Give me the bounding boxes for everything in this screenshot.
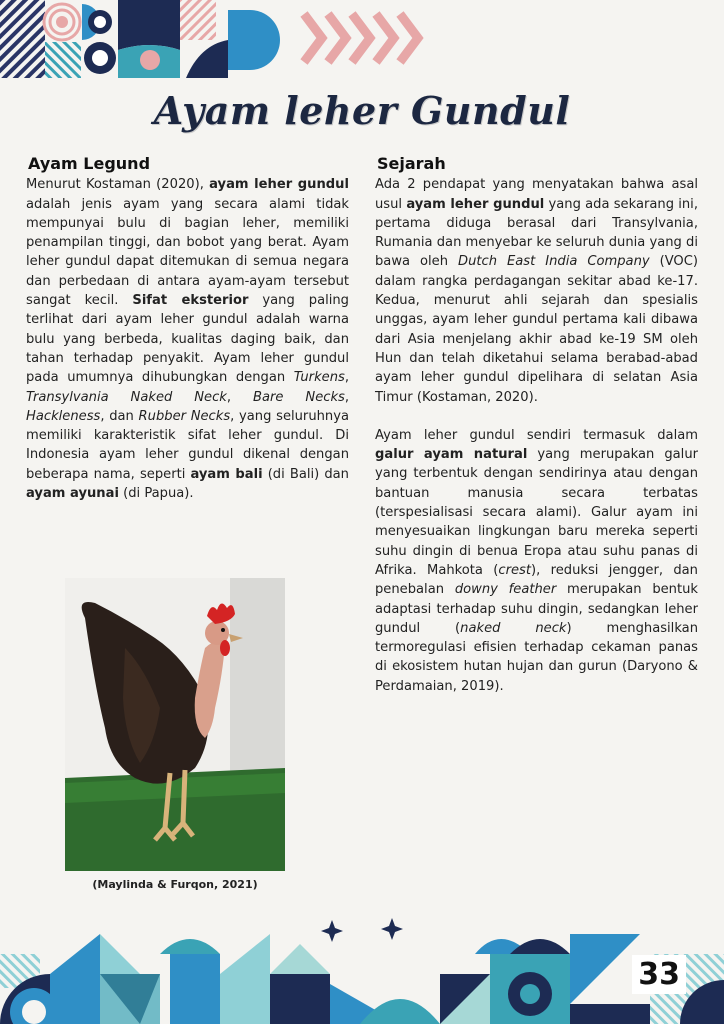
paragraph-ayam-legund (26, 175, 349, 503)
text-run: , dan (100, 408, 139, 424)
bold-term: ayam bali (190, 466, 263, 482)
left-column (26, 154, 349, 503)
right-column (375, 154, 698, 696)
stripe-block (0, 0, 45, 78)
bold-term: ayam ayunai (26, 486, 119, 502)
italic-term: Bare Necks (253, 389, 345, 405)
text-run: yang paling terlihat dari ayam leher gundul adalah warna bulu yang berbeda, kualitas daging baik, dan tahan terhadap penyakit. Ayam leher gundul pada umumnya dihubungkan dengan (26, 293, 349, 386)
text-run: , (344, 370, 349, 386)
text-run: (di Bali) dan (262, 466, 349, 482)
text-run: , (344, 389, 350, 405)
text-run: adalah jenis ayam yang secara alami tidak mempunyai bulu di bagian leher, memiliki penampilan tinggi, dan bobot yang berat. Ayam leher gundul dapat ditemukan di semua negara dan perbedaan di antara ayam-ayam tersebut sangat kecil. (26, 196, 349, 309)
italic-term: Dutch East India Company (458, 254, 650, 270)
concentric-circle (44, 4, 80, 40)
paragraph-sejarah-2 (375, 426, 698, 696)
italic-term: Transylvania Naked Neck (26, 389, 227, 405)
bottom-decoration (0, 914, 724, 1024)
sparkle-icon (321, 920, 343, 942)
chicken-photo (65, 578, 285, 871)
italic-term: Hackleness (26, 408, 101, 424)
section-heading-sejarah: Sejarah (377, 154, 446, 173)
text-run: ), reduksi jengger, dan penebalan (375, 562, 698, 598)
bold-term: Sifat eksterior (132, 293, 249, 309)
text-run: yang ada sekarang ini, pertama diduga berasal dari Transylvania, Rumania dan menyebar ke seluruh dunia yang di bawa oleh (375, 196, 698, 270)
text-run: Menurut Kostaman (2020), (26, 177, 210, 193)
paragraph-sejarah-1 (375, 175, 698, 407)
bold-term: ayam leher gundul (209, 177, 349, 193)
text-run: merupakan bentuk adaptasi terhadap suhu dingin, sedangkan leher gundul ( (375, 582, 699, 636)
bold-term: galur ayam natural (375, 447, 528, 463)
italic-term: naked neck (460, 620, 567, 636)
page-number: 33 (632, 955, 686, 994)
sparkle-icon (381, 918, 403, 940)
italic-term: crest (498, 562, 531, 578)
top-decoration (0, 0, 724, 90)
page-title: Ayam leher Gundul (153, 88, 571, 133)
section-heading-ayam-legund: Ayam Legund (28, 154, 151, 173)
chevron-arrows (304, 14, 418, 62)
text-run: Ada 2 pendapat yang menyatakan bahwa asal usul (375, 177, 698, 212)
text-run: ) menghasilkan termoregulasi efisien terhadap cekaman panas di ekosistem hutan hujan dan gurun (Daryono & Perdamaian, 2019). (375, 620, 698, 694)
italic-term: Rubber Necks (138, 408, 231, 424)
text-run: (di Papua). (118, 486, 194, 502)
italic-term: downy feather (454, 582, 557, 598)
text-run: , yang seluruhnya memiliki karakteristik sifat leher gundul. Di Indonesia ayam leher gundul dikenal dengan beberapa nama, seperti (26, 408, 349, 482)
text-run: Ayam leher gundul sendiri termasuk dalam (375, 427, 698, 443)
text-run: , (226, 389, 254, 405)
italic-term: Turkens (293, 370, 345, 386)
text-run: yang merupakan galur yang terbentuk dengan sendirinya atau dengan bantuan manusia secara terbatas (terspesialisasi secara alami). Galur ayam ini menyesuaikan lingkungan baru mereka seperti suhu dingin di benua Eropa atau suhu panas di Afrika. Mahkota ( (375, 447, 698, 578)
photo-caption: (Maylinda & Furqon, 2021) (92, 878, 258, 891)
bold-term: ayam leher gundul (406, 196, 545, 212)
text-run: (VOC) dalam rangka perdagangan sekitar abad ke-17. Kedua, menurut ahli sejarah dan spesialis unggas, ayam leher gundul pertama kali dibawa dari Asia menjelang akhir abad ke-19 SM oleh Hun dan telah diketahui selama berabad-abad ayam leher gundul dipelihara di selatan Asia Timur (Kostaman, 2020). (375, 254, 698, 405)
